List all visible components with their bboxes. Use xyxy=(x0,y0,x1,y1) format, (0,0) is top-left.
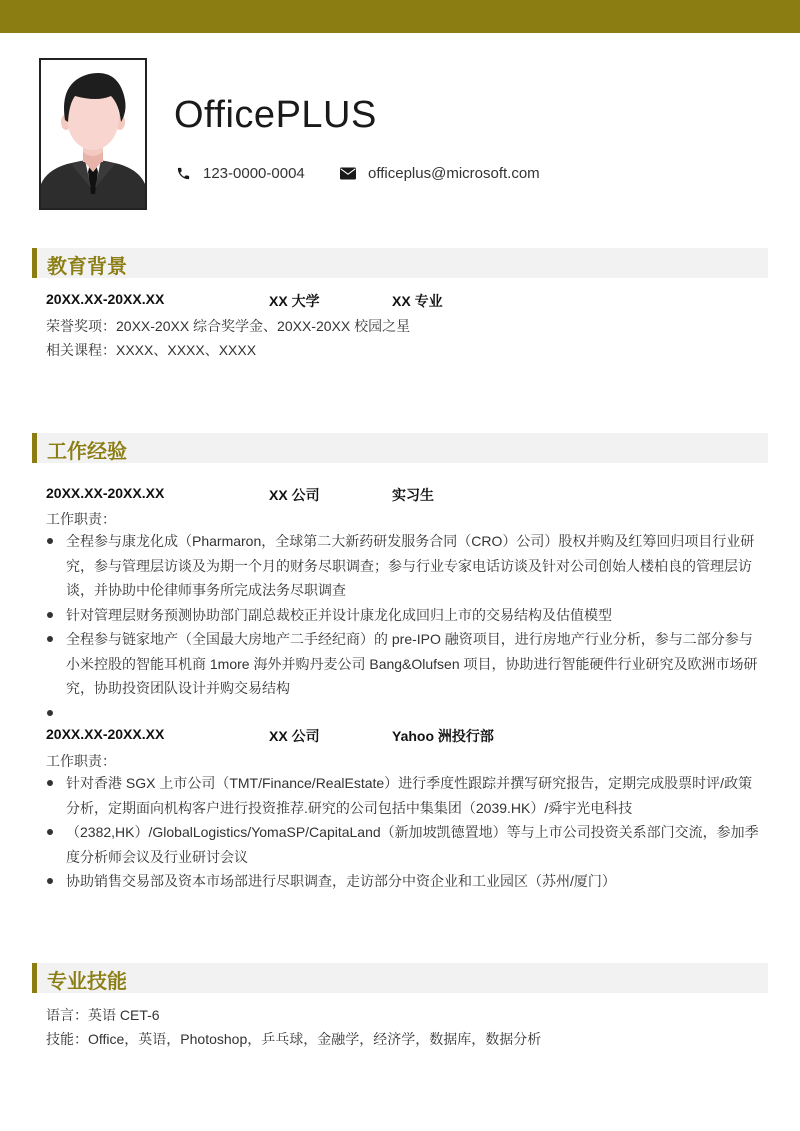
job-company: XX 公司 xyxy=(269,728,320,744)
job-date: 20XX.XX-20XX.XX xyxy=(46,726,165,742)
section-accent-bar xyxy=(32,433,37,463)
list-item: 协助销售交易部及资本市场部进行尽职调查，走访部分中资企业和工业园区（苏州/厦门） xyxy=(46,869,766,894)
job-duties-list xyxy=(46,529,766,725)
education-section-header xyxy=(32,248,768,278)
job-duties-list xyxy=(46,771,766,894)
education-courses: 相关课程：XXXX、XXXX、XXXX xyxy=(46,342,257,358)
list-item: 全程参与康龙化成（Pharmaron，全球第二大新药研发服务合同（CRO）公司）股权并购及红筹回归项目行业研究，参与管理层访谈及为期一个月的财务尽职调查；参与行业专家电话访谈及针对公司创始人楼柏良的管理层访谈，并协助中伦律师事务所完成法务尽职调查 xyxy=(46,529,766,603)
job-company: XX 公司 xyxy=(269,487,320,503)
work-section-header xyxy=(32,433,768,463)
education-date: 20XX.XX-20XX.XX xyxy=(46,291,165,307)
phone-contact xyxy=(176,165,305,182)
candidate-name: OfficePLUS xyxy=(174,94,377,136)
phone-icon xyxy=(176,166,191,181)
section-title: 工作经验 xyxy=(47,439,127,463)
email-contact xyxy=(340,165,540,182)
education-major: XX 专业 xyxy=(392,293,443,309)
avatar-illustration xyxy=(41,60,145,208)
list-item xyxy=(46,701,766,726)
section-title: 专业技能 xyxy=(47,969,127,993)
job-date: 20XX.XX-20XX.XX xyxy=(46,485,165,501)
job-role: 实习生 xyxy=(392,487,434,503)
skills-list: 技能：Office，英语，Photoshop，乒乓球，金融学，经济学，数据库，数据分析 xyxy=(46,1031,542,1047)
job-duties-label: 工作职责： xyxy=(46,511,116,527)
job-duties-label: 工作职责： xyxy=(46,753,116,769)
skills-section-header xyxy=(32,963,768,993)
education-honors: 荣誉奖项：20XX-20XX 综合奖学金、20XX-20XX 校园之星 xyxy=(46,318,411,334)
list-item: 全程参与链家地产（全国最大房地产二手经纪商）的 pre-IPO 融资项目，进行房地产行业分析，参与二部分参与小米控股的智能耳机商 1more 海外并购丹麦公司 Bang&Olufsen 项目，协助进行智能硬件行业研究及欧洲市场研究，协助投资团队设计并购交易结构 xyxy=(46,627,766,701)
skills-language: 语言：英语 CET-6 xyxy=(46,1007,160,1023)
list-item: 针对香港 SGX 上市公司（TMT/Finance/RealEstate）进行季度性跟踪并撰写研究报告，定期完成股票时评/政策分析，定期面向机构客户进行投资推荐.研究的公司包括中集集团（2039.HK）/舜宇光电科技 xyxy=(46,771,766,820)
job-role: Yahoo 洲投行部 xyxy=(392,728,494,744)
education-school: XX 大学 xyxy=(269,293,320,309)
list-item: （2382,HK）/GlobalLogistics/YomaSP/CapitaLand（新加坡凯德置地）等与上市公司投资关系部门交流，参加季度分析师会议及行业研讨会议 xyxy=(46,820,766,869)
section-accent-bar xyxy=(32,963,37,993)
profile-photo xyxy=(39,58,147,210)
phone-number: 123-0000-0004 xyxy=(203,165,305,182)
email-address[interactable]: officeplus@microsoft.com xyxy=(368,165,540,182)
section-accent-bar xyxy=(32,248,37,278)
section-title: 教育背景 xyxy=(47,254,127,278)
top-accent-bar xyxy=(0,0,800,33)
list-item: 针对管理层财务预测协助部门副总裁校正并设计康龙化成回归上市的交易结构及估值模型 xyxy=(46,603,766,628)
mail-icon xyxy=(340,167,356,180)
